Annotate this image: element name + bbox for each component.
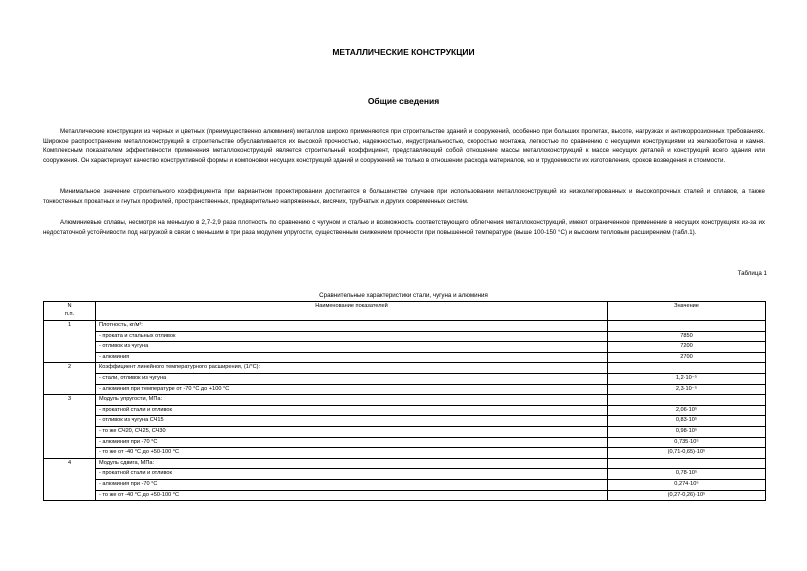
- row-name: Модуль упругости, МПа:: [96, 395, 608, 406]
- row-name: Коэффициент линейного температурного расширения, (1/°С):: [96, 363, 608, 374]
- table-row: [44, 448, 766, 459]
- row-number: 2: [44, 363, 96, 374]
- properties-table: [43, 301, 766, 501]
- table-row: [44, 458, 766, 469]
- header-value: Значение: [608, 302, 766, 321]
- row-number: [44, 352, 96, 363]
- row-name: - то же от -40 °С до +50-100 °С: [96, 490, 608, 501]
- row-value: 7850: [608, 331, 766, 342]
- row-value: [608, 458, 766, 469]
- paragraph: Минимальное значение строительного коэффициента при вариантном проектировании достигается в большинстве случаев при использовании металлоконструкций из низколегированных и высокопрочных сталей и сплавов, а также тонкостенных прокатных и гнутых профилей, пространственных, предварительно напряженных, висячих, трубчатых и других современных систем.: [43, 188, 765, 205]
- row-number: [44, 426, 96, 437]
- row-value: 2,06·10⁵: [608, 405, 766, 416]
- row-name: - стали, отливок из чугуна: [96, 373, 608, 384]
- row-number: 1: [44, 321, 96, 332]
- table-row: [44, 342, 766, 353]
- row-value: 0,78·10⁵: [608, 469, 766, 480]
- row-value: 7200: [608, 342, 766, 353]
- row-name: Модуль сдвига, МПа:: [96, 458, 608, 469]
- row-value: 2700: [608, 352, 766, 363]
- paragraph: Алюминиевые сплавы, несмотря на меньшую в 2,7-2,9 раза плотность по сравнению с чугуном и сталью и возможность соответствующего облегчения металлоконструкций, имеют ограниченное применение в несущих конструкциях из-за их недостаточной устойчивости под нагрузкой в связи с меньшим в три раза модулем упругости, существенным снижением прочности при повышенной температуре (выше 100-150 °С) и высоким тепловым расширением (табл.1).: [43, 219, 765, 236]
- row-value: 2,3·10⁻⁵: [608, 384, 766, 395]
- table-row: [44, 352, 766, 363]
- row-number: [44, 437, 96, 448]
- row-number: [44, 384, 96, 395]
- row-value: [608, 321, 766, 332]
- row-name: - отливок из чугуна СЧ15: [96, 416, 608, 427]
- table-number: Таблица 1: [737, 270, 767, 277]
- row-value: 0,735·10⁵: [608, 437, 766, 448]
- row-number: [44, 331, 96, 342]
- table-row: [44, 384, 766, 395]
- row-value: (0,27-0,26)·10⁵: [608, 490, 766, 501]
- row-number: [44, 490, 96, 501]
- row-number: [44, 405, 96, 416]
- header-number: N п.п.: [44, 302, 96, 321]
- row-value: 0,274·10⁵: [608, 479, 766, 490]
- table-row: [44, 437, 766, 448]
- table-row: [44, 363, 766, 374]
- row-number: [44, 448, 96, 459]
- row-value: 0,98·10⁵: [608, 426, 766, 437]
- table-row: [44, 490, 766, 501]
- row-name: - то же СЧ20, СЧ25, СЧ30: [96, 426, 608, 437]
- table-row: [44, 405, 766, 416]
- table-row: [44, 469, 766, 480]
- row-number: [44, 469, 96, 480]
- row-name: - то же от -40 °С до +50-100 °С: [96, 448, 608, 459]
- table-row: [44, 331, 766, 342]
- section-heading: Общие сведения: [367, 96, 440, 106]
- row-value: (0,71-0,65)·10⁵: [608, 448, 766, 459]
- table-row: [44, 426, 766, 437]
- table-row: [44, 416, 766, 427]
- row-value: [608, 363, 766, 374]
- row-name: - алюминия при -70 °С: [96, 437, 608, 448]
- row-number: [44, 479, 96, 490]
- paragraph: Металлические конструкции из черных и цветных (преимущественно алюминия) металлов широко применяются при строительстве зданий и сооружений, особенно при больших пролетах, высоте, нагрузках и антикоррозионных требованиях. Широкое распространение металлоконструкций в строительстве обуславливается их высокой прочностью, надежностью, индустриальностью, скоростью монтажа, легкостью по сравнению с несущими конструкциями из железобетона и камня. Комплексным показателем эффективности применения металлоконструкций является строительный коэффициент, представляющий собой отношение массы металлоконструкций к массе несущих деталей и конструкций всего здания или сооружения. Он характеризует качество конструктивной формы и компоновки несущих конструкций зданий и сооружений не только в отношении расхода материалов, но и трудоемкости их изготовления, сроков возведения и стоимости.: [43, 128, 765, 164]
- header-name: Наименование показателей: [96, 302, 608, 321]
- row-name: - прокатной стали и отливок: [96, 469, 608, 480]
- row-name: - прокатной стали и отливок: [96, 405, 608, 416]
- row-number: [44, 416, 96, 427]
- row-name: - отливок из чугуна: [96, 342, 608, 353]
- table-row: [44, 395, 766, 406]
- table-row: [44, 479, 766, 490]
- row-number: [44, 342, 96, 353]
- row-value: [608, 395, 766, 406]
- row-number: 3: [44, 395, 96, 406]
- row-number: 4: [44, 458, 96, 469]
- row-name: - алюминия при температуре от -70 °С до +100 °С: [96, 384, 608, 395]
- table-row: [44, 373, 766, 384]
- row-number: [44, 373, 96, 384]
- table-row: [44, 321, 766, 332]
- table-caption: Сравнительные характеристики стали, чугуна и алюминия: [319, 292, 488, 299]
- row-name: Плотность, кг/м³:: [96, 321, 608, 332]
- table-header-row: [44, 302, 766, 321]
- row-name: - алюминия: [96, 352, 608, 363]
- row-name: - алюминия при -70 °С: [96, 479, 608, 490]
- row-value: 0,83·10⁵: [608, 416, 766, 427]
- row-name: - проката и стальных отливок: [96, 331, 608, 342]
- row-value: 1,2·10⁻⁵: [608, 373, 766, 384]
- page-title: МЕТАЛЛИЧЕСКИЕ КОНСТРУКЦИИ: [332, 47, 475, 57]
